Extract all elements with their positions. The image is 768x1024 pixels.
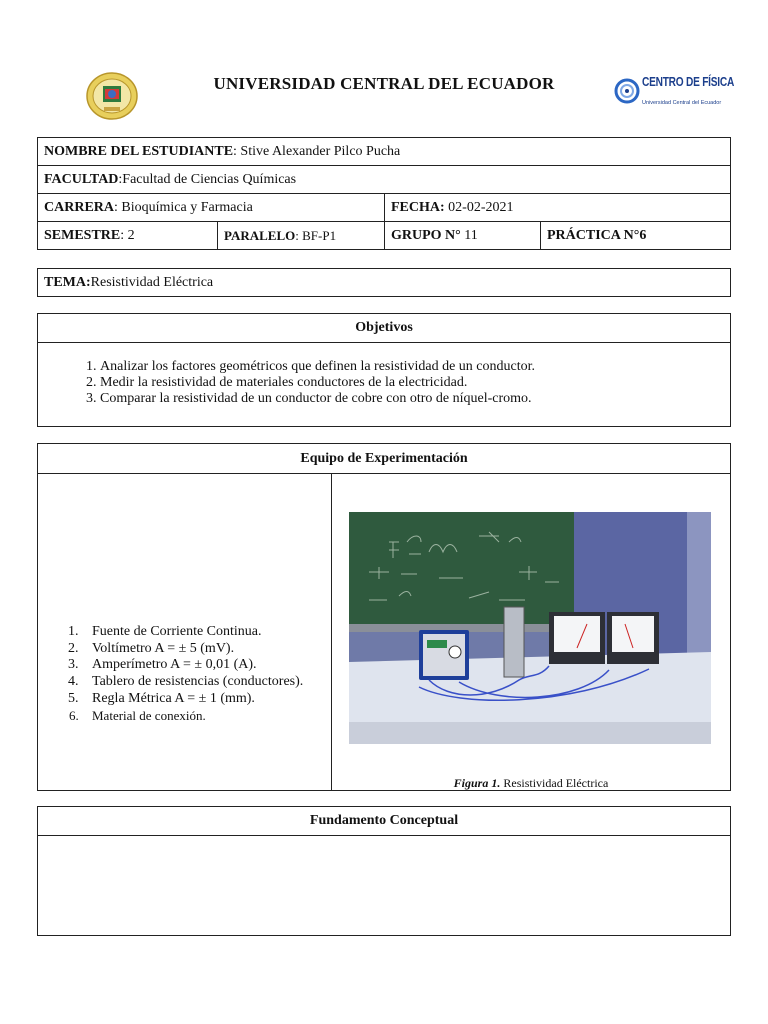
list-item: 5. Regla Métrica A = ± 1 (mm).: [82, 691, 303, 708]
list-item: 3. Amperímetro A = ± 0,01 (A).: [82, 657, 303, 674]
semester-cell: SEMESTRE: 2: [38, 222, 218, 250]
fundamento-title: Fundamento Conceptual: [38, 807, 730, 836]
equipo-section: [37, 443, 731, 791]
student-info-table: [37, 137, 731, 250]
list-item: 2. Voltímetro A = ± 5 (mV).: [82, 641, 303, 658]
list-item: 4. Tablero de resistencias (conductores).: [82, 674, 303, 691]
document-header: [0, 0, 768, 130]
objetivos-section: [37, 313, 731, 427]
tema-label: TEMA:: [44, 274, 91, 290]
fundamento-section: [37, 806, 731, 936]
figure-caption: [332, 776, 730, 791]
figure-cell: [332, 474, 730, 791]
group-cell: GRUPO N° 11: [385, 222, 541, 250]
caption-label: Figura 1.: [453, 776, 501, 790]
tema-box: [37, 268, 731, 297]
list-item: 1. Analizar los factores geométricos que definen la resistividad de un conductor.: [100, 359, 730, 375]
equipo-title: Equipo de Experimentación: [38, 444, 730, 474]
lab-simulation-image: [349, 512, 711, 744]
logo-subtext: Universidad Central del Ecuador: [642, 100, 722, 106]
equipment-list-cell: [38, 474, 332, 791]
student-row: NOMBRE DEL ESTUDIANTE: Stive Alexander Pilco Pucha: [38, 138, 731, 166]
list-item: 2. Medir la resistividad de materiales conductores de la electricidad.: [100, 375, 730, 391]
tema-value: Resistividad Eléctrica: [90, 274, 214, 290]
career-cell: CARRERA: Bioquímica y Farmacia: [38, 194, 385, 222]
parallel-cell: PARALELO: BF-P1: [218, 222, 385, 250]
date-cell: FECHA: 02-02-2021: [385, 194, 731, 222]
logo-text: CENTRO DE FÍSICA: [642, 74, 735, 89]
objetivos-title: Objetivos: [38, 314, 730, 343]
practice-cell: PRÁCTICA N°6: [541, 222, 731, 250]
equipment-list: [38, 624, 303, 724]
objetivos-list: [38, 359, 730, 407]
list-item: 3. Comparar la resistividad de un conductor de cobre con otro de níquel-cromo.: [100, 391, 730, 407]
list-item: 6. Material de conexión.: [82, 708, 303, 725]
university-title: UNIVERSIDAD CENTRAL DEL ECUADOR: [213, 74, 555, 93]
faculty-row: FACULTAD:Facultad de Ciencias Químicas: [38, 166, 731, 194]
caption-text: Resistividad Eléctrica: [500, 776, 609, 790]
list-item: 1. Fuente de Corriente Continua.: [82, 624, 303, 641]
